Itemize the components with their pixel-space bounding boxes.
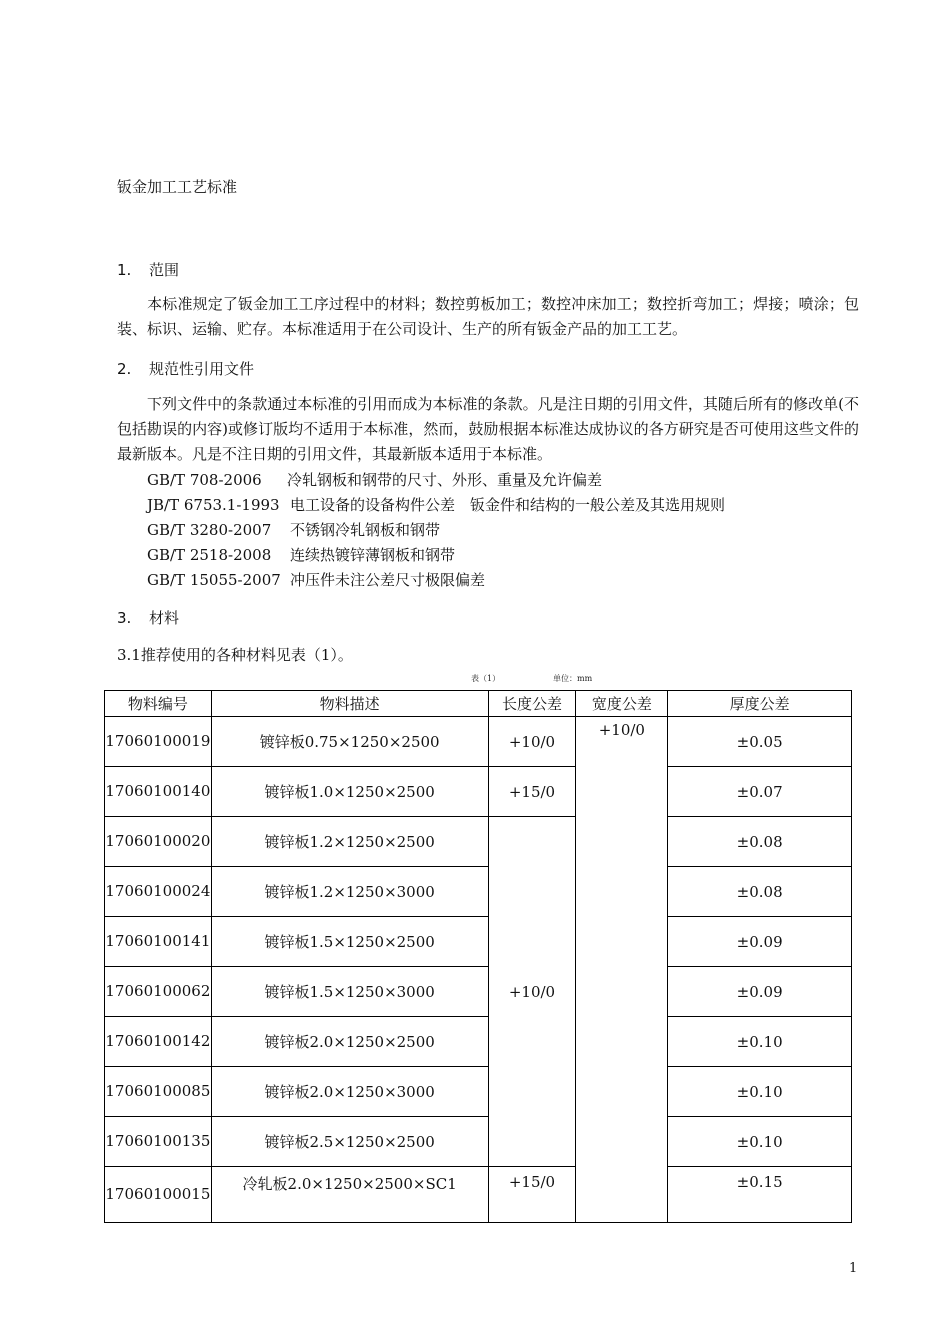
reference-item: GB/T 15055-2007 冲压件未注公差尺寸极限偏差 <box>147 571 486 589</box>
material-code: 17060100015 <box>105 1167 212 1223</box>
column-header: 物料编号 <box>105 691 212 717</box>
thickness-tolerance: ±0.15 <box>668 1167 852 1223</box>
reference-item: GB/T 708-2006 冷轧钢板和钢带的尺寸、外形、重量及允许偏差 <box>147 471 603 489</box>
reference-item: GB/T 2518-2008 连续热镀锌薄钢板和钢带 <box>147 546 456 564</box>
column-header: 宽度公差 <box>576 691 668 717</box>
section-title: 范围 <box>149 261 180 279</box>
width-tolerance: +10/0 <box>576 717 668 1223</box>
section-number: 2. <box>117 360 132 378</box>
scope-paragraph: 本标准规定了钣金加工工序过程中的材料；数控剪板加工；数控冲床加工；数控折弯加工；焊接；喷涂；包装、标识、运输、贮存。本标准适用于在公司设计、生产的所有钣金产品的加工工艺。 <box>117 295 859 338</box>
material-code: 17060100135 <box>105 1117 212 1167</box>
material-description: 镀锌板1.2×1250×3000 <box>211 867 488 917</box>
table-row <box>105 917 852 967</box>
table-header-row <box>105 691 852 717</box>
material-code: 17060100140 <box>105 767 212 817</box>
thickness-tolerance: ±0.10 <box>668 1017 852 1067</box>
thickness-tolerance: ±0.08 <box>668 817 852 867</box>
thickness-tolerance: ±0.07 <box>668 767 852 817</box>
length-tolerance: +10/0 <box>488 717 576 767</box>
document-title: 钣金加工工艺标准 <box>117 178 238 196</box>
table-row <box>105 767 852 817</box>
material-description: 镀锌板1.5×1250×2500 <box>211 917 488 967</box>
thickness-tolerance: ±0.09 <box>668 917 852 967</box>
table-caption: 表（1） <box>471 674 501 683</box>
section-number: 1. <box>117 261 132 279</box>
column-header: 厚度公差 <box>668 691 852 717</box>
material-description: 镀锌板2.5×1250×2500 <box>211 1117 488 1167</box>
table-row <box>105 967 852 1017</box>
table-row <box>105 1167 852 1223</box>
thickness-tolerance: ±0.10 <box>668 1067 852 1117</box>
section-heading-materials <box>117 607 179 628</box>
materials-intro: 3.1推荐使用的各种材料见表（1）。 <box>117 646 353 664</box>
materials-table <box>104 690 852 1223</box>
length-tolerance: +15/0 <box>488 1167 576 1223</box>
reference-item: JB/T 6753.1-1993 电工设备的设备构件公差 钣金件和结构的一般公差及其选用规则 <box>147 496 726 514</box>
material-code: 17060100020 <box>105 817 212 867</box>
table-row <box>105 717 852 767</box>
section-heading-references <box>117 358 254 379</box>
material-description: 镀锌板2.0×1250×2500 <box>211 1017 488 1067</box>
table-row <box>105 1067 852 1117</box>
material-description: 镀锌板0.75×1250×2500 <box>211 717 488 767</box>
material-description: 冷轧板2.0×1250×2500×SC1 <box>211 1167 488 1223</box>
material-code: 17060100085 <box>105 1067 212 1117</box>
table-row <box>105 867 852 917</box>
length-tolerance: +15/0 <box>488 767 576 817</box>
section-number: 3. <box>117 609 132 627</box>
material-description: 镀锌板1.2×1250×2500 <box>211 817 488 867</box>
material-code: 17060100142 <box>105 1017 212 1067</box>
table-row <box>105 1117 852 1167</box>
column-header: 长度公差 <box>488 691 576 717</box>
thickness-tolerance: ±0.09 <box>668 967 852 1017</box>
material-description: 镀锌板1.5×1250×3000 <box>211 967 488 1017</box>
thickness-tolerance: ±0.10 <box>668 1117 852 1167</box>
thickness-tolerance: ±0.05 <box>668 717 852 767</box>
material-code: 17060100062 <box>105 967 212 1017</box>
column-header: 物料描述 <box>211 691 488 717</box>
section-heading-scope <box>117 259 179 280</box>
page-number: 1 <box>849 1261 858 1276</box>
length-tolerance: +10/0 <box>488 817 576 1167</box>
table-row <box>105 817 852 867</box>
material-description: 镀锌板2.0×1250×3000 <box>211 1067 488 1117</box>
material-code: 17060100024 <box>105 867 212 917</box>
material-description: 镀锌板1.0×1250×2500 <box>211 767 488 817</box>
reference-item: GB/T 3280-2007 不锈钢冷轧钢板和钢带 <box>147 521 441 539</box>
section-title: 材料 <box>149 609 180 627</box>
thickness-tolerance: ±0.08 <box>668 867 852 917</box>
table-row <box>105 1017 852 1067</box>
material-code: 17060100141 <box>105 917 212 967</box>
references-paragraph: 下列文件中的条款通过本标准的引用而成为本标准的条款。凡是注日期的引用文件，其随后所有的修改单(不包括勘误的内容)或修订版均不适用于本标准，然而，鼓励根据本标准达成协议的各方研究是否可使用这些文件的最新版本。凡是不注日期的引用文件，其最新版本适用于本标准。 <box>117 395 859 463</box>
section-title: 规范性引用文件 <box>149 360 255 378</box>
material-code: 17060100019 <box>105 717 212 767</box>
table-unit: 单位：mm <box>553 674 593 683</box>
